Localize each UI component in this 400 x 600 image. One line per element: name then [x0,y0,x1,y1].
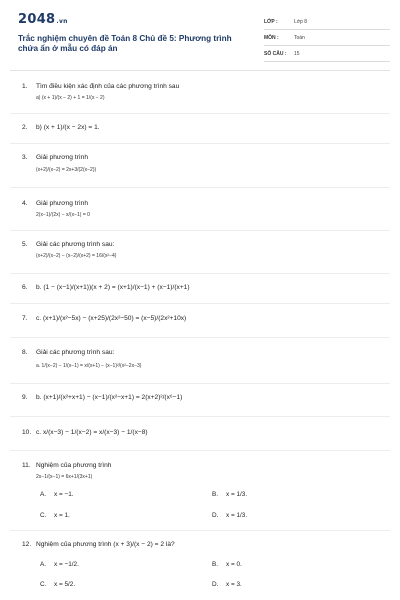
question-1-expression: a) (x + 1)/(x − 2) + 1 = 1/(x − 2) [36,95,105,101]
q11-option-d[interactable]: D. x = 1/3. [212,512,248,519]
q11-option-c[interactable]: C. x = 1. [40,512,70,519]
q12-option-c[interactable]: C. x = 5/2. [40,581,76,588]
header-divider [10,70,390,71]
q11-option-b[interactable]: B. x = 1/3. [212,491,248,498]
document-meta [264,16,390,64]
q11-option-a[interactable]: A. x = −1. [40,491,74,498]
question-11-expression: 2x−1/(x−1) = 6x+1/(3x+1) [36,474,93,480]
q12-option-a[interactable]: A. x = −1/2. [40,561,79,568]
separator [10,143,390,144]
separator [10,303,390,304]
separator [10,416,390,417]
meta-class: LỚP : Lớp 8 [264,16,390,30]
separator [10,113,390,114]
question-4-expression: 2(x−1)/(2x) − x/(x−1) = 0 [36,212,90,218]
separator [10,273,390,274]
q12-option-d[interactable]: D. x = 3. [212,581,242,588]
separator [10,187,390,188]
separator [10,337,390,338]
separator [10,230,390,231]
separator [10,450,390,451]
separator [10,530,390,531]
meta-subject: MÔN : Toán [264,32,390,46]
document-title: Trắc nghiệm chuyên đề Toán 8 Chủ đề 5: Phương trình chứa ẩn ở mẫu có đáp án [18,34,232,53]
question-5-expression: (x+2)/(x−2) − (x−2)/(x+2) = 16/(x²−4) [36,253,117,259]
q12-option-b[interactable]: B. x = 0. [212,561,242,568]
separator [10,383,390,384]
question-3-expression: (x+2)/(x−2) = 2x+3/(2(x−2)) [36,167,97,173]
site-logo[interactable]: 2048.vn [18,12,68,27]
question-8-expression: a. 1/(x−2) − 1/(x−1) = x/(x+1) − (x−1)²/(x²−2x−3) [36,363,142,369]
page-header [10,8,390,66]
meta-question-count: SỐ CÂU : 15 [264,48,390,62]
